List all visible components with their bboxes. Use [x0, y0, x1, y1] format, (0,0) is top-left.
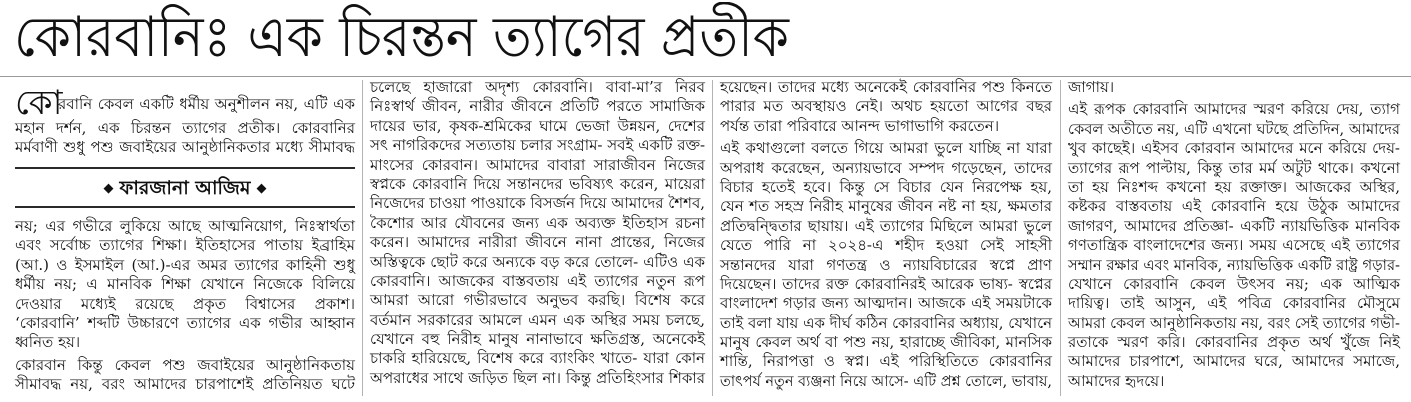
text-line: [15, 119, 355, 138]
text-line: [720, 178, 1052, 197]
column-rule: [712, 80, 713, 396]
text-line-content: কষ্টকর বাস্তবতায় এই কোরবানি হয়ে উঠুক আমাদের: [1068, 197, 1400, 216]
text-line: [720, 294, 1052, 313]
article-column-4: [1068, 78, 1400, 391]
text-line: [370, 311, 705, 330]
text-line: [720, 236, 1052, 255]
text-line: [15, 256, 355, 275]
text-line-content: দিয়েছেন। তাদের রক্ত কোরবানিরই আরেক ভাষ্য- স্বপ্নের: [720, 274, 1052, 293]
article-title: [14, 2, 789, 74]
paragraph: [720, 78, 1052, 136]
column-rule: [1060, 80, 1061, 396]
text-line-content: করেন। আমাদের নারীরা জীবনে নানা প্রান্তের, নিজের: [370, 233, 705, 252]
lead-first-line: [58, 95, 355, 114]
text-line: [720, 117, 1052, 136]
text-line: [1068, 275, 1400, 294]
text-line-content: সীমাবদ্ধ নয়, বরং আমাদের চারপাশেই প্রতিনিয়ত ঘটে: [15, 375, 355, 394]
text-line-content: তা হয় নিঃশব্দ কখনো হয় রক্তাক্ত। আজকের অস্থির,: [1068, 177, 1400, 196]
byline: [15, 175, 355, 201]
column-rule: [362, 80, 363, 396]
text-line-content: এই রূপক কোরবানি আমাদের স্মরণ করিয়ে দেয়, ত্যাগ: [1068, 100, 1400, 119]
text-line: [1068, 197, 1400, 216]
text-line-content: সৎ নাগরিকদের সত্যতায় চলার সংগ্রাম- সবই একটি রক্ত-: [370, 136, 706, 155]
text-line-content: বিচার হতেই হবে। কিন্তু সে বিচার যেন নিরপেক্ষ হয়,: [720, 177, 1052, 196]
text-line-content: মর্মবাণী শুধু পশু জবাইয়ের আনুষ্ঠানিকতার মধ্যে সীমাবদ্ধ: [15, 138, 355, 157]
text-line: [370, 214, 705, 233]
article-column-1: [15, 217, 355, 395]
text-line: [15, 236, 355, 255]
paragraph: [1068, 100, 1400, 391]
text-line: [370, 369, 705, 388]
text-line-content: কোরবান কিন্তু কেবল পশু জবাইয়ের আনুষ্ঠানিকতায়: [15, 355, 355, 374]
diamond-ornament-icon: ◆: [256, 181, 267, 196]
text-line-content: আমরা কেবল আনুষ্ঠানিকতায় নয়, বরং সেই ত্যাগের গভী-: [1068, 313, 1400, 332]
text-line: [15, 217, 355, 236]
text-line-content: মহান দর্শন, এক চিরন্তন ত্যাগের প্রতীক। কোরবানির: [15, 119, 355, 137]
text-line-content: তাৎপর্য নতুন ব্যঞ্জনা নিয়ে আসে- এটি প্রশ্ন তোলে, ভাবায়,: [720, 371, 1052, 390]
text-line-content: রবানি কেবল একটি ধর্মীয় অনুশীলন নয়, এটি এক: [58, 95, 355, 113]
text-line-content: তাই বলা যায় এক দীর্ঘ কঠিন কোরবানির অধ্যায়, যেখানে: [720, 313, 1052, 332]
title-rule: [0, 76, 1411, 77]
text-line-content: নিজেদের চাওয়া পাওয়াকে বিসর্জন দিয়ে আমাদের শৈশব,: [370, 194, 705, 213]
text-line: [15, 314, 355, 333]
text-line: [1068, 294, 1400, 313]
text-line: [370, 233, 705, 252]
text-line: [720, 333, 1052, 352]
text-line-content: নয়; এর গভীরে লুকিয়ে আছে আত্মনিয়োগ, নিঃস্বার্থতা: [15, 217, 355, 235]
text-line-content: সন্তানদের যারা গণতন্ত্র ও ন্যায়বিচারের স্বপ্নে প্রাণ: [720, 255, 1052, 274]
text-line: [1068, 236, 1400, 255]
text-line: [1068, 120, 1400, 139]
text-line-content: বর্তমান সরকারের আমলে এমন এক অস্থির সময় চলছে,: [370, 310, 705, 329]
text-line-content: পর্যন্ত তারা পরিবারে আনন্দ ভাগাভাগি করতেন।: [720, 116, 1000, 135]
text-line-content: দায়ের ভার, কৃষক-শ্রমিকের ঘামে ভেজা উন্নয়ন, দেশের: [370, 116, 705, 135]
text-line-content: আমাদের হৃদয়ে।: [1068, 371, 1165, 390]
text-line-content: অপরাধ করেছেন, অন্যায়ভাবে সম্পদ গড়েছেন, তাদের: [720, 158, 1052, 177]
text-line: [370, 78, 705, 97]
text-line-content: যেতে পারি না ২০২৪-এ শহীদ হওয়া সেই সাহসী: [720, 236, 1052, 255]
article-column-2: [370, 78, 705, 388]
paragraph: [15, 217, 355, 353]
text-line: [370, 175, 705, 194]
text-line: [720, 197, 1052, 216]
text-line: [370, 136, 705, 155]
text-line-content: অপরাধের সাথে জড়িত ছিল না। কিন্তু প্রতিহিংসার শিকার: [370, 368, 705, 387]
text-line-content: আমরা আরো গভীরভাবে অনুভব করছি। বিশেষ করে: [370, 291, 705, 310]
text-line-content: শান্তি, নিরাপত্তা ও স্বপ্ন। এই পরিস্থিতিতে কোরবানির: [720, 352, 1052, 371]
text-line: [370, 117, 705, 136]
text-line: [370, 194, 705, 213]
text-line: [720, 352, 1052, 371]
text-line-content: যেখানে বহু নিরীহ মানুষ নানাভাবে ক্ষতিগ্রস্ত, অনেকেই: [370, 330, 705, 349]
text-line: [1068, 372, 1400, 391]
text-line-content: কৈশোর আর যৌবনের জন্য এক অব্যক্ত ইতিহাস রচনা: [370, 213, 705, 232]
text-line: [1068, 333, 1400, 352]
text-line: [1068, 217, 1400, 236]
text-line: [370, 156, 705, 175]
text-line: [15, 295, 355, 314]
lead-paragraph: [15, 119, 355, 158]
text-line: [370, 349, 705, 368]
text-line: [370, 330, 705, 349]
diamond-ornament-icon: ◆: [103, 181, 114, 196]
text-line: [1068, 178, 1400, 197]
text-line-content: এই কথাগুলো বলতে গিয়ে আমরা ভুলে যাচ্ছি না যারা: [720, 139, 1052, 158]
text-line: [15, 275, 355, 294]
text-line-content: প্রতিদ্বন্দ্বিতার ছায়ায়। এই ত্যাগের মিছিলে আমরা ভুলে: [720, 216, 1052, 235]
text-line-content: মাংসের কোরবান। আমাদের বাবারা সারাজীবন নিজের: [370, 155, 705, 174]
text-line: [720, 139, 1052, 158]
text-line: [15, 375, 355, 394]
author-name: ফারজানা আজিম: [119, 177, 251, 199]
text-line: [720, 256, 1052, 275]
text-line: [15, 356, 355, 375]
text-line: [370, 97, 705, 116]
text-line-content: হয়েছেন। তাদের মধ্যে অনেকেই কোরবানির পশু কিনতে: [720, 78, 1052, 96]
text-line-content: অস্তিত্বকে ছোট করে অন্যকে বড় করে তোলে- এটিও এক: [370, 252, 705, 271]
text-line: [1068, 78, 1400, 97]
text-line-content: স্বপ্নকে কোরবানি দিয়ে সন্তানদের ভবিষ্যৎ করেন, মায়েরা: [370, 174, 705, 193]
text-line: [720, 372, 1052, 391]
text-line-content: যেখানে কোরবানি কেবল উৎসব নয়; এক আত্মিক: [1068, 274, 1400, 293]
text-line-content: দায়িত্ব। তাই আসুন, এই পবিত্র কোরবানির মৌসুমে: [1068, 294, 1400, 313]
text-line-content: জাগরণ, আমাদের প্রতিজ্ঞা- একটি ন্যায়ভিত্তিক মানবিক: [1068, 216, 1400, 235]
text-line-content: চলেছে হাজারো অদৃশ্য কোরবানি। বাবা-মা’র নিরব: [370, 78, 705, 96]
text-line: [370, 272, 705, 291]
text-line: [1068, 139, 1400, 158]
byline-bottom-rule: [15, 206, 355, 208]
paragraph: [720, 139, 1052, 391]
drop-cap: কো: [15, 83, 63, 123]
text-line-content: কোরবানি। আজকের বাস্তবতায় এই ত্যাগের নতুন রূপ: [370, 271, 705, 290]
text-line-content: পারার মত অবস্থায়ও নেই। অথচ হয়তো আগের বছর: [720, 97, 1052, 116]
text-line-content: ধর্মীয় নয়; এ মানবিক শিক্ষা যেখানে নিজেকে বিলিয়ে: [15, 275, 355, 294]
text-line-content: চাকরি হারিয়েছে, বিশেষ করে ব্যাংকিং খাতে- যারা কোন: [370, 349, 705, 368]
paragraph: [370, 78, 705, 388]
text-line-content: খুব কাছেই। এইসব কোরবান আমাদের মনে করিয়ে দেয়-: [1068, 139, 1400, 158]
byline-top-rule: [15, 167, 355, 169]
text-line: [370, 253, 705, 272]
text-line-content: এবং সর্বোচ্চ ত্যাগের শিক্ষা। ইতিহাসের পাতায় ইব্রাহিম: [15, 236, 355, 255]
text-line: [720, 314, 1052, 333]
text-line: [1068, 256, 1400, 275]
text-line-content: আমাদের চারপাশে, আমাদের ঘরে, আমাদের সমাজে,: [1068, 352, 1400, 371]
text-line: [1068, 314, 1400, 333]
article-column-3: [720, 78, 1052, 391]
text-line: [720, 78, 1052, 97]
text-line: [370, 291, 705, 310]
text-line-content: গণতান্ত্রিক বাংলাদেশের জন্য। সময় এসেছে এই ত্যাগের: [1068, 236, 1400, 255]
text-line-content: বাংলাদেশ গড়ার জন্য আত্মদান। আজকে এই সময়টাকে: [720, 294, 1052, 313]
paragraph: [15, 356, 355, 395]
text-line: [720, 275, 1052, 294]
text-line-content: ধ্বনিত হয়।: [15, 333, 81, 352]
text-line-content: মানুষ কেবল অর্থ বা পশু নয়, হারাচ্ছে জীবিকা, মানসিক: [720, 333, 1052, 352]
article-title-text: কোরবানিঃ এক চিরন্তন ত্যাগের প্রতীক: [14, 5, 789, 70]
paragraph: [1068, 78, 1400, 97]
text-line-content: কেবল অতীতে নয়, এটি এখনো ঘটছে প্রতিদিন, আমাদের: [1068, 119, 1400, 138]
text-line: [720, 217, 1052, 236]
text-line-content: ‘কোরবানি’ শব্দটি উচ্চারণে ত্যাগের এক গভীর আহ্বান: [15, 313, 355, 332]
text-line: [15, 138, 355, 157]
text-line-content: যেন শত সহস্র নিরীহ মানুষের জীবন নষ্ট না হয়, ক্ষমতার: [720, 197, 1052, 216]
text-line-content: (আ.) ও ইসমাইল (আ.)-এর অমর ত্যাগের কাহিনী শুধু: [15, 255, 355, 274]
text-line-content: ত্যাগের রূপ পাল্টায়, কিন্তু তার মর্ম অটুট থাকে। কখনো: [1068, 158, 1400, 177]
text-line: [15, 333, 355, 352]
text-line-content: জাগায়।: [1068, 78, 1115, 96]
text-line-content: রতাকে স্মরণ করি। কোরবানির প্রকৃত অর্থ খুঁজে নিই: [1068, 333, 1400, 352]
text-line: [1068, 352, 1400, 371]
text-line: [58, 95, 355, 114]
text-line-content: দেওয়ার মধ্যেই রয়েছে প্রকৃত বিশ্বাসের প্রকাশ।: [15, 294, 355, 313]
text-line-content: নিঃস্বার্থ জীবন, নারীর জীবনে প্রতিটি পরতে সামাজিক: [370, 97, 705, 116]
text-line: [1068, 159, 1400, 178]
text-line: [720, 159, 1052, 178]
text-line-content: সম্মান রক্ষার এবং মানবিক, ন্যায়ভিত্তিক একটি রাষ্ট্র গড়ার-: [1068, 255, 1400, 274]
text-line: [1068, 100, 1400, 119]
text-line: [720, 97, 1052, 116]
